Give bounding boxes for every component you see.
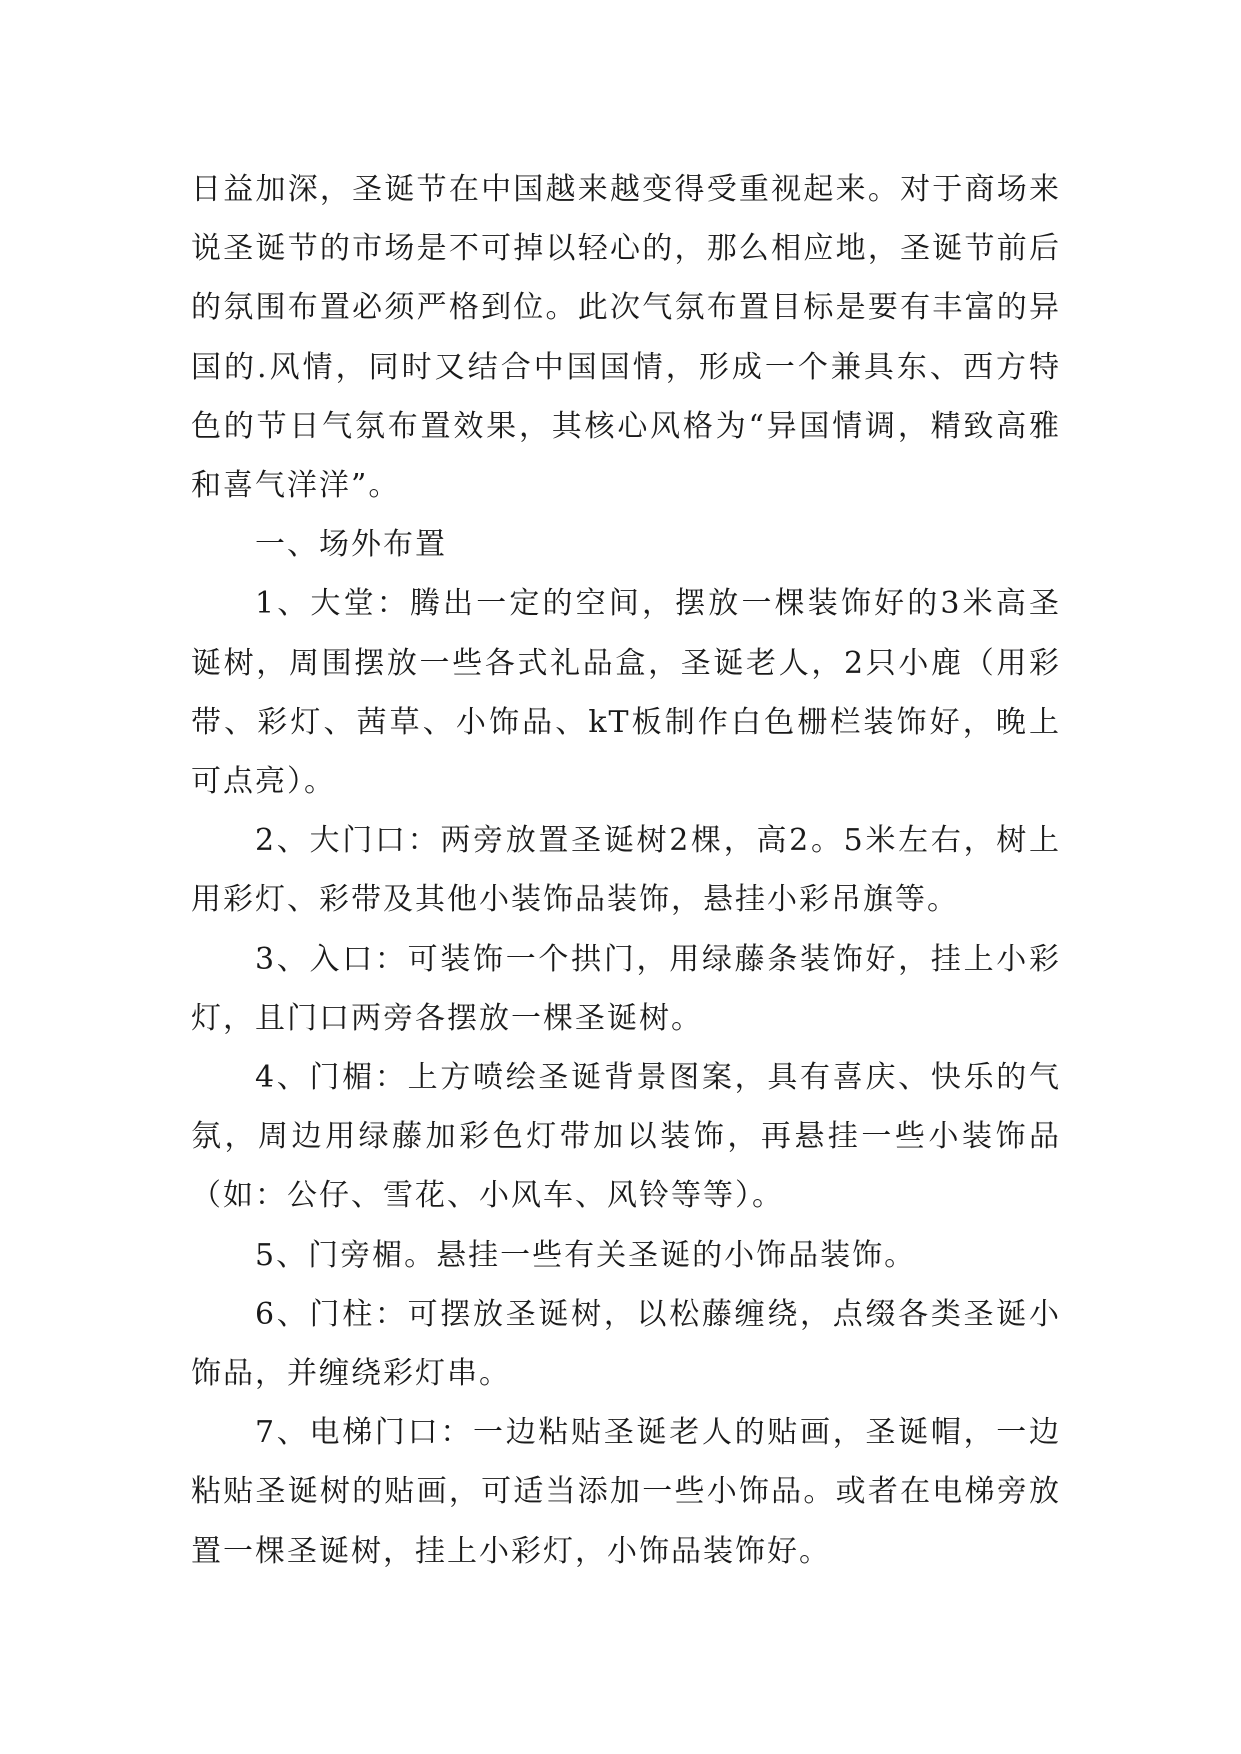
paragraph-item-2: 2、大门口：两旁放置圣诞树2棵，高2。5米左右，树上用彩灯、彩带及其他小装饰品装饰，悬挂小彩吊旗等。 — [191, 823, 1061, 918]
paragraph-item-6: 6、门柱：可摆放圣诞树，以松藤缠绕，点缀各类圣诞小饰品，并缠绕彩灯串。 — [191, 1296, 1061, 1392]
paragraph-item-7: 7、电梯门口：一边粘贴圣诞老人的贴画，圣诞帽，一边粘贴圣诞树的贴画，可适当添加一些小饰品。或者在电梯旁放置一棵圣诞树，挂上小彩灯，小饰品装饰好。 — [191, 1415, 1061, 1569]
paragraph-item-1: 1、大堂：腾出一定的空间，摆放一棵装饰好的3米高圣诞树，周围摆放一些各式礼品盒，圣诞老人，2只小鹿（用彩带、彩灯、茜草、小饰品、kT板制作白色栅栏装饰好，晚上可点亮）。 — [191, 586, 1061, 800]
paragraph-item-5: 5、门旁楣。悬挂一些有关圣诞的小饰品装饰。 — [255, 1237, 917, 1273]
paragraph-item-3: 3、入口：可装饰一个拱门，用绿藤条装饰好，挂上小彩灯，且门口两旁各摆放一棵圣诞树。 — [191, 941, 1061, 1036]
paragraph-intro: 日益加深，圣诞节在中国越来越变得受重视起来。对于商场来说圣诞节的市场是不可掉以轻心的，那么相应地，圣诞节前后的氛围布置必须严格到位。此次气氛布置目标是要有丰富的异国的.风情，同时又结合中国国情，形成一个兼具东、西方特色的节日气氛布置效果，其核心风格为“异国情调，精致高雅和喜气洋洋”。 — [191, 172, 1061, 504]
paragraph-item-4: 4、门楣：上方喷绘圣诞背景图案，具有喜庆、快乐的气氛，周边用绿藤加彩色灯带加以装饰，再悬挂一些小装饰品（如：公仔、雪花、小风车、风铃等等）。 — [191, 1060, 1061, 1214]
document-body — [191, 160, 1061, 1581]
section-heading-outdoor: 一、场外布置 — [255, 527, 447, 563]
